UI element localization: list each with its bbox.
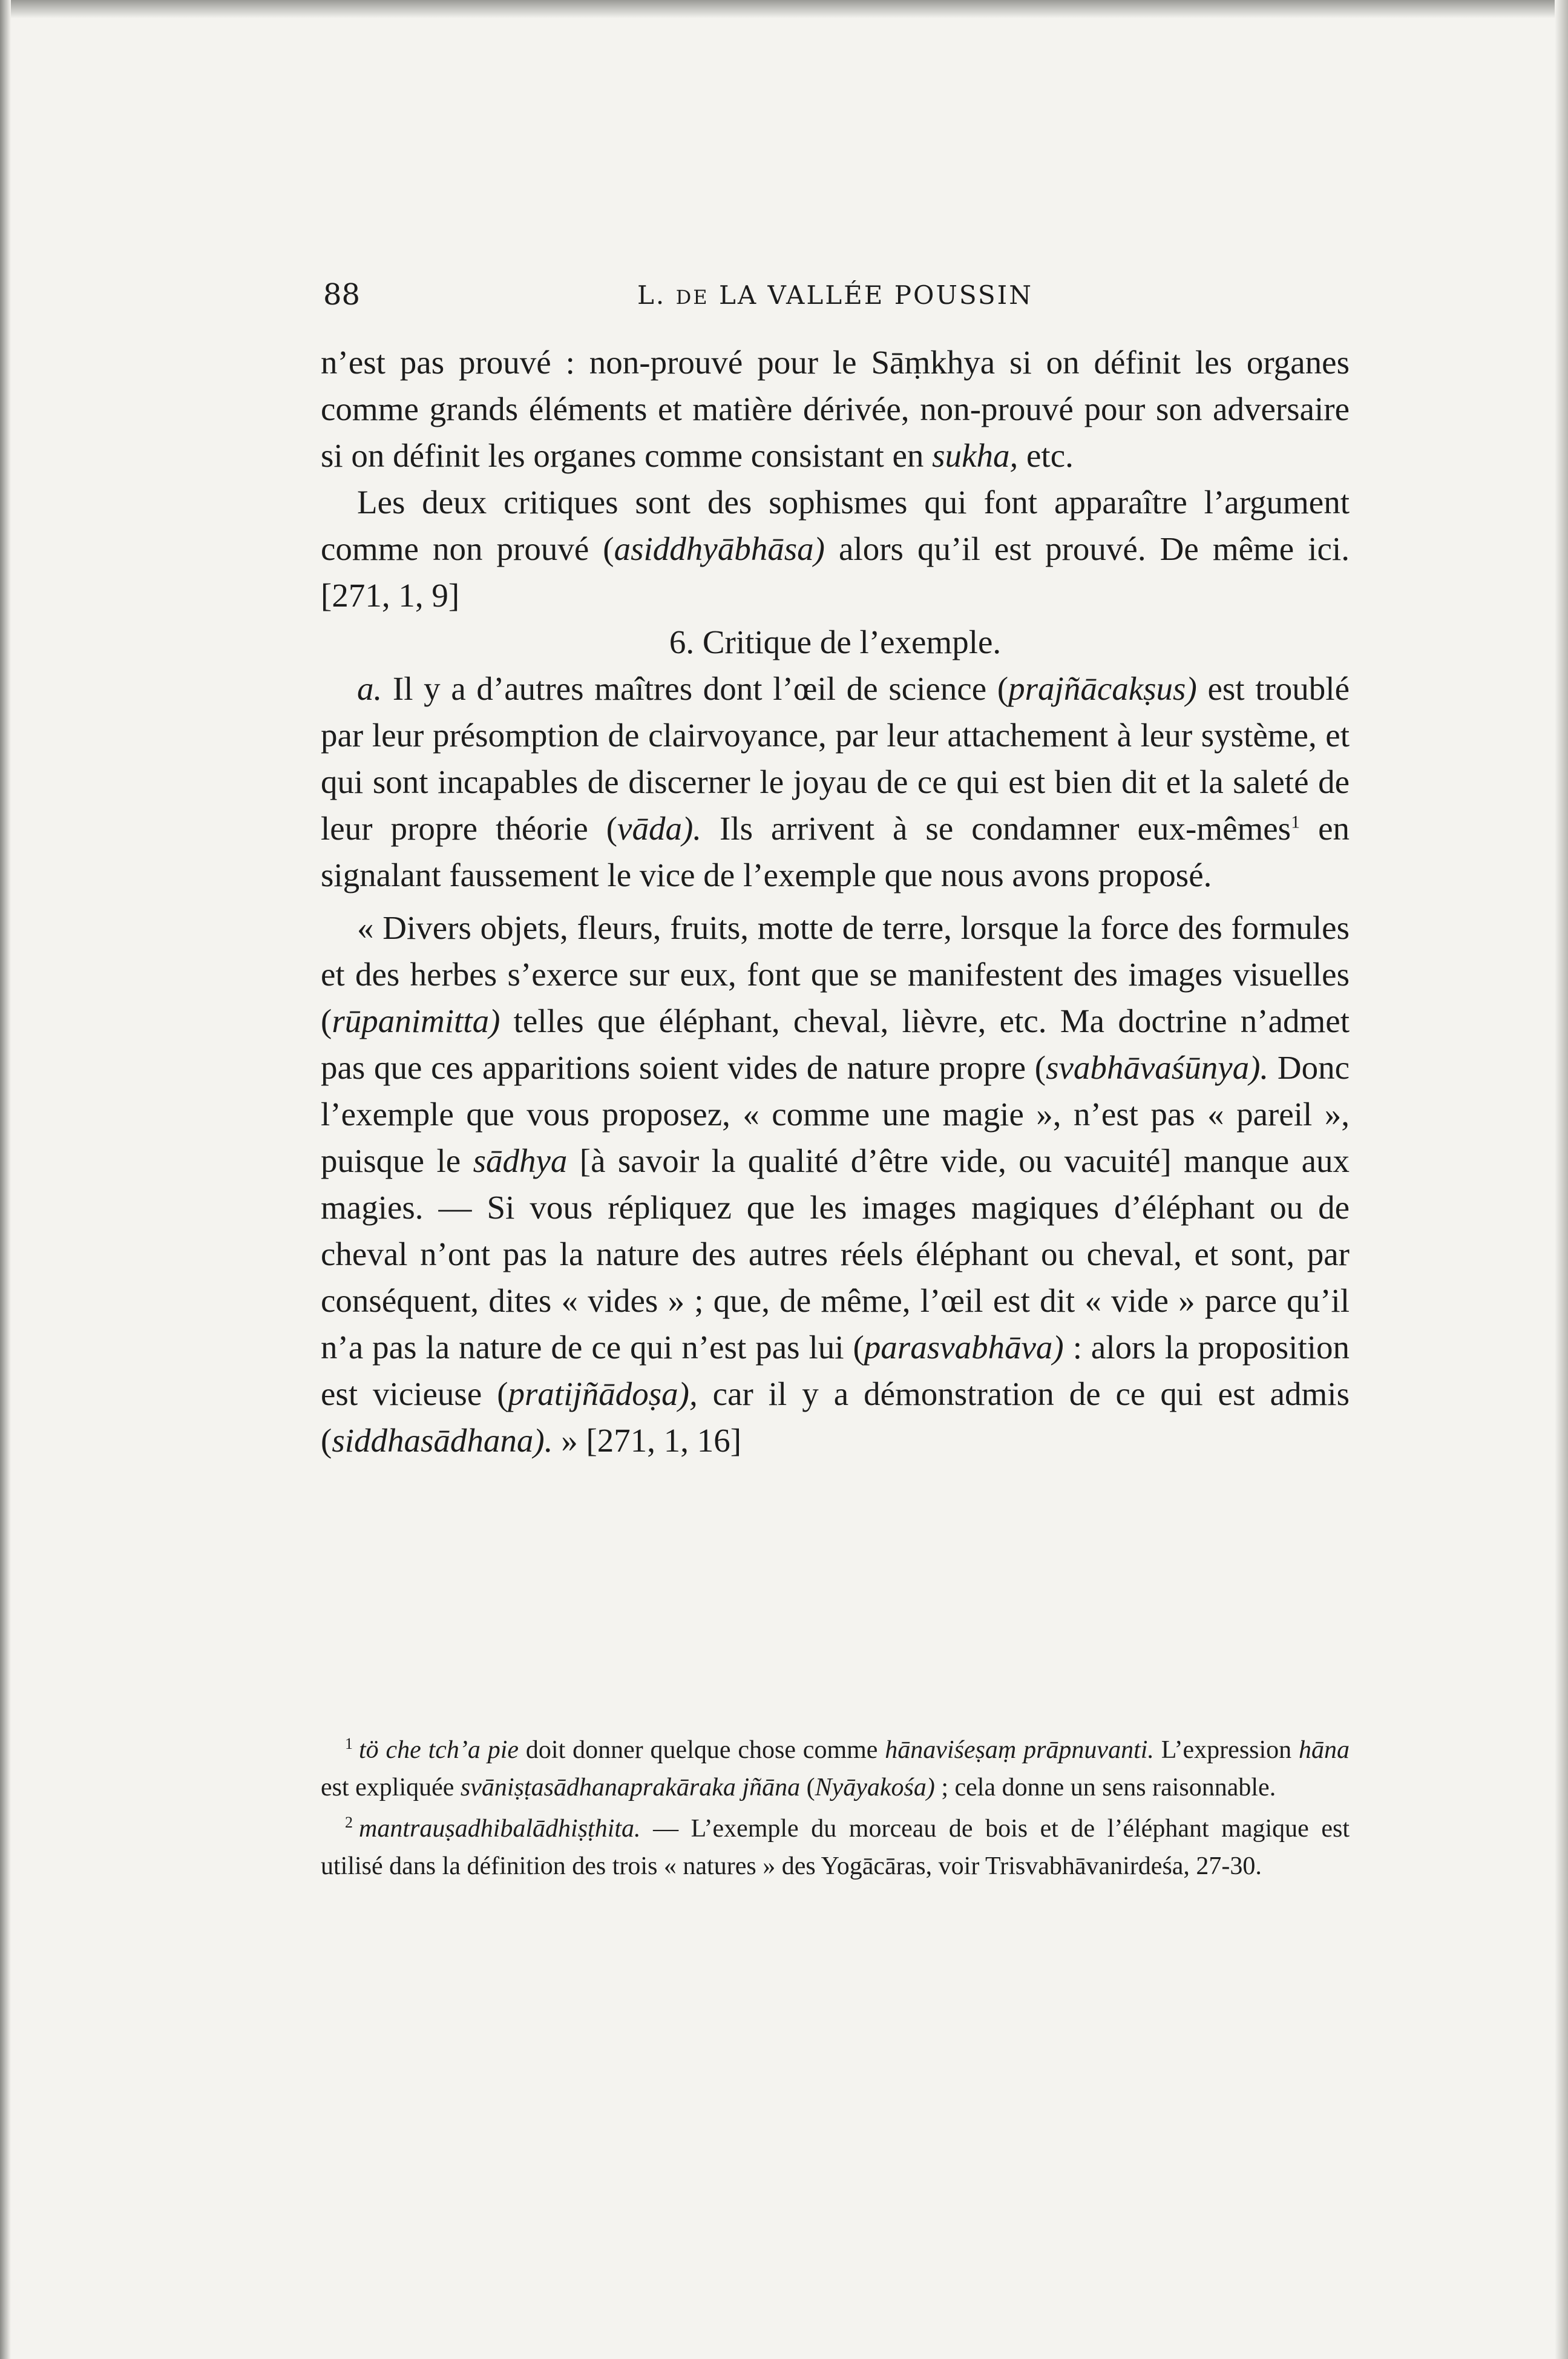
italic-term: svāniṣṭasādhanaprakāraka jñāna bbox=[460, 1774, 801, 1801]
footnote-mark: 2 bbox=[345, 1814, 353, 1831]
italic-term: hānaviśeṣaṃ prāpnuvanti. bbox=[885, 1736, 1154, 1764]
italic-term: mantrauṣadhibalādhiṣṭhita. bbox=[359, 1815, 641, 1843]
text-run: telles que éléphant, cheval, lièvre, etc. Ma doctrine n’admet pas que ces apparitions soient vides de nature propre ( bbox=[321, 1002, 1350, 1086]
section-title: 6. Critique de l’exemple. bbox=[669, 623, 1002, 660]
text-run: L’expression bbox=[1153, 1736, 1299, 1764]
text-run: alors qu’il est prouvé. De même ici. [271, 1, 9] bbox=[321, 530, 1350, 614]
text-run: est troublé par leur présomption de clairvoyance, par leur attachement à leur système, et qui sont incapables de discerner le joyau de ce qui est bien dit et la saleté de leur propre théorie ( bbox=[321, 670, 1350, 847]
paragraph-3 bbox=[321, 665, 1350, 898]
text-run: ; cela donne un sens raisonnable. bbox=[934, 1774, 1276, 1801]
text-run: Ils arrivent à se condamner eux-mêmes bbox=[701, 810, 1291, 847]
italic-term: asiddhyābhāsa) bbox=[614, 530, 825, 567]
page-edge-top bbox=[0, 0, 1568, 18]
italic-term: pratijñādoṣa), bbox=[508, 1375, 698, 1412]
page-edge-right bbox=[1555, 0, 1568, 2359]
text-run: doit donner quelque chose comme bbox=[519, 1736, 885, 1764]
footnotes bbox=[321, 1731, 1350, 1885]
text-run: etc. bbox=[1018, 437, 1074, 474]
page-edge-left bbox=[0, 0, 11, 2359]
paragraph-1 bbox=[321, 339, 1350, 479]
italic-term: tö che tch’a pie bbox=[359, 1736, 519, 1764]
running-head bbox=[321, 280, 1350, 310]
text-run: : alors la proposition est vicieuse ( bbox=[321, 1329, 1350, 1412]
italic-term: rūpanimitta) bbox=[332, 1002, 500, 1039]
footnote-2 bbox=[321, 1810, 1350, 1885]
author-particle: DE bbox=[675, 286, 709, 309]
italic-term: hāna bbox=[1299, 1736, 1350, 1764]
text-run: est expliquée bbox=[321, 1774, 461, 1801]
text-run: Donc l’exemple que vous proposez, « comme une magie », n’est pas « pareil », puisque le bbox=[321, 1049, 1350, 1179]
italic-term: siddhasādhana). bbox=[332, 1422, 553, 1459]
text-run: « Divers objets, fleurs, fruits, motte de terre, lorsque la force des formules et des herbes s’exerce sur eux, font que se manifestent des images visuelles ( bbox=[321, 909, 1350, 1039]
main-text bbox=[321, 339, 1350, 1464]
page-header bbox=[321, 275, 1350, 318]
footnote-ref[interactable]: 1 bbox=[1291, 812, 1301, 832]
text-run: — L’exemple du morceau de bois et de l’éléphant magique est utilisé dans la définition des trois « natures » des Yogācāras, voir Trisvabhāvanirdeśa, 27-30. bbox=[321, 1815, 1350, 1880]
page-number: 88 bbox=[323, 278, 361, 312]
author-initial: L. bbox=[637, 280, 666, 310]
italic-term: parasvabhāva) bbox=[864, 1329, 1064, 1366]
italic-term: sukha, bbox=[932, 437, 1019, 474]
footnote-1 bbox=[321, 1731, 1350, 1806]
author-name: LA VALLÉE POUSSIN bbox=[718, 280, 1034, 310]
text-run: ( bbox=[800, 1774, 815, 1801]
italic-term: Nyāyakośa) bbox=[815, 1774, 935, 1801]
italic-term: sādhya bbox=[473, 1142, 568, 1179]
text-run: Les deux critiques sont des sophismes qui font apparaître l’argument comme non prouvé ( bbox=[321, 484, 1350, 567]
italic-term: a. bbox=[357, 670, 382, 707]
text-run: en signalant faussement le vice de l’exemple que nous avons proposé. bbox=[321, 810, 1350, 893]
paragraph-4 bbox=[321, 904, 1350, 1464]
footnote-mark: 1 bbox=[345, 1735, 353, 1752]
text-run: Il y a d’autres maîtres dont l’œil de science ( bbox=[382, 670, 1009, 707]
italic-term: svabhāvaśūnya). bbox=[1046, 1049, 1269, 1086]
paragraph-2 bbox=[321, 479, 1350, 619]
italic-term: prajñācakṣus) bbox=[1008, 670, 1197, 707]
text-run: n’est pas prouvé : non-prouvé pour le Sāṃkhya si on définit les organes comme grands éléments et matière dérivée, non-prouvé pour son adversaire si on définit les organes comme consistant en bbox=[321, 344, 1350, 474]
text-run: car il y a démonstration de ce qui est admis ( bbox=[321, 1375, 1350, 1459]
text-run: [à savoir la qualité d’être vide, ou vacuité] manque aux magies. — Si vous répliquez que les images magiques d’éléphant ou de cheval n’ont pas la nature des autres réels éléphant ou cheval, et sont, par conséquent, dites « vides » ; que, de même, l’œil est dit « vide » parce qu’il n’a pas la nature de ce qui n’est pas lui ( bbox=[321, 1142, 1350, 1366]
italic-term: vāda). bbox=[617, 810, 702, 847]
text-run: » [271, 1, 16] bbox=[553, 1422, 742, 1459]
